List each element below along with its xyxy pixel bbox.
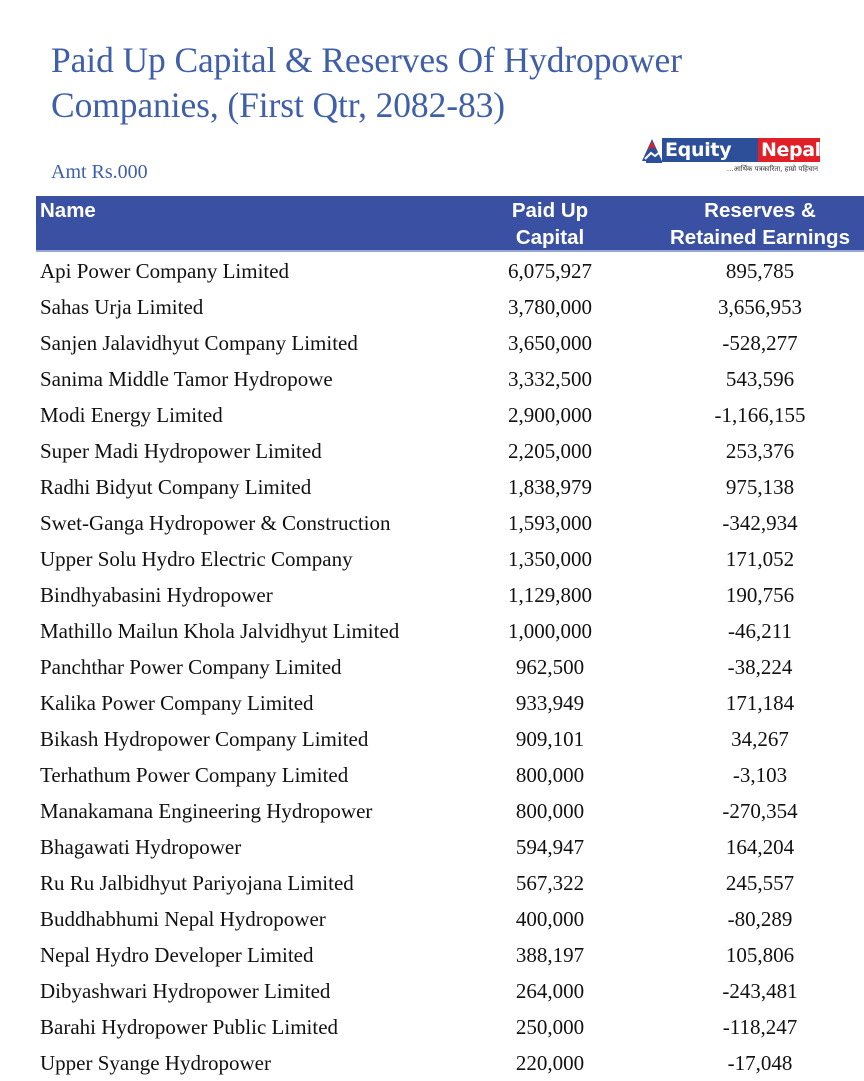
table-row <box>36 685 864 721</box>
cell-reserves: 895,785 <box>725 259 795 283</box>
cell-paid-up-capital: 6,075,927 <box>508 259 592 283</box>
logo-word-nepal: Nepal <box>758 138 820 162</box>
cell-company-name: Radhi Bidyut Company Limited <box>40 475 312 499</box>
table-row <box>36 397 864 433</box>
cell-reserves: -118,247 <box>722 1015 798 1039</box>
equity-nepal-logo <box>641 137 821 179</box>
table-row <box>36 361 864 397</box>
cell-reserves: -1,166,155 <box>714 403 806 427</box>
cell-company-name: Upper Solu Hydro Electric Company <box>40 547 353 571</box>
cell-paid-up-capital: 3,332,500 <box>508 367 592 391</box>
cell-paid-up-capital: 1,838,979 <box>508 475 592 499</box>
table-row <box>36 865 864 901</box>
cell-reserves: -46,211 <box>728 619 792 643</box>
table-row <box>36 829 864 865</box>
page-title <box>51 38 682 128</box>
cell-paid-up-capital: 2,900,000 <box>508 403 592 427</box>
cell-reserves: 171,052 <box>725 547 795 571</box>
table-row <box>36 577 864 613</box>
cell-reserves: -342,934 <box>722 511 798 535</box>
cell-reserves: 105,806 <box>725 943 795 967</box>
table-row <box>36 937 864 973</box>
cell-company-name: Buddhabhumi Nepal Hydropower <box>40 907 326 931</box>
amount-unit-note: Amt Rs.000 <box>51 161 148 183</box>
table-header <box>36 196 864 252</box>
table-row <box>36 433 864 469</box>
table-row <box>36 1009 864 1045</box>
cell-paid-up-capital: 220,000 <box>515 1051 585 1075</box>
cell-paid-up-capital: 1,350,000 <box>508 547 592 571</box>
logo-word-equity: Equity <box>662 138 758 162</box>
cell-company-name: Kalika Power Company Limited <box>40 691 314 715</box>
cell-company-name: Terhathum Power Company Limited <box>40 763 349 787</box>
column-header-name: Name <box>40 199 96 222</box>
cell-company-name: Manakamana Engineering Hydropower <box>40 799 373 823</box>
cell-paid-up-capital: 962,500 <box>515 655 585 679</box>
title-line-2: Companies, (First Qtr, 2082-83) <box>51 85 505 125</box>
mountain-logo-icon <box>641 137 663 163</box>
cell-reserves: 245,557 <box>725 871 795 895</box>
cell-company-name: Sanjen Jalavidhyut Company Limited <box>40 331 358 355</box>
cell-paid-up-capital: 264,000 <box>515 979 585 1003</box>
cell-reserves: -270,354 <box>722 799 798 823</box>
cell-company-name: Dibyashwari Hydropower Limited <box>40 979 331 1003</box>
cell-reserves: 171,184 <box>725 691 795 715</box>
cell-company-name: Swet-Ganga Hydropower & Construction <box>40 511 391 535</box>
cell-reserves: 3,656,953 <box>718 295 802 319</box>
column-header-reserves <box>642 197 864 251</box>
cell-paid-up-capital: 1,593,000 <box>508 511 592 535</box>
table-row <box>36 901 864 937</box>
table-row <box>36 505 864 541</box>
cell-reserves: 975,138 <box>725 475 795 499</box>
cell-reserves: -80,289 <box>727 907 793 931</box>
cell-paid-up-capital: 400,000 <box>515 907 585 931</box>
paid-up-header-line-1: Paid Up <box>511 199 589 222</box>
title-line-1: Paid Up Capital & Reserves Of Hydropower <box>51 40 682 80</box>
cell-paid-up-capital: 3,650,000 <box>508 331 592 355</box>
logo-tagline: ...आर्थिक पत्रकारिता, हाम्रो पहिचान <box>726 165 818 173</box>
cell-reserves: -38,224 <box>727 655 793 679</box>
table-row <box>36 649 864 685</box>
cell-company-name: Super Madi Hydropower Limited <box>40 439 322 463</box>
reserves-header-line-2: Retained Earnings <box>670 226 850 249</box>
cell-company-name: Modi Energy Limited <box>40 403 223 427</box>
cell-paid-up-capital: 1,129,800 <box>508 583 592 607</box>
cell-paid-up-capital: 1,000,000 <box>508 619 592 643</box>
cell-company-name: Mathillo Mailun Khola Jalvidhyut Limited <box>40 619 400 643</box>
cell-reserves: 253,376 <box>725 439 795 463</box>
table-row <box>36 613 864 649</box>
cell-reserves: -3,103 <box>732 763 788 787</box>
cell-company-name: Sahas Urja Limited <box>40 295 204 319</box>
cell-paid-up-capital: 933,949 <box>515 691 585 715</box>
table-row <box>36 793 864 829</box>
cell-company-name: Barahi Hydropower Public Limited <box>40 1015 339 1039</box>
cell-company-name: Api Power Company Limited <box>40 259 290 283</box>
cell-company-name: Ru Ru Jalbidhyut Pariyojana Limited <box>40 871 354 895</box>
cell-paid-up-capital: 388,197 <box>515 943 585 967</box>
cell-reserves: -243,481 <box>722 979 798 1003</box>
cell-reserves: -528,277 <box>722 331 798 355</box>
reserves-header-line-1: Reserves & <box>704 199 816 222</box>
cell-company-name: Bikash Hydropower Company Limited <box>40 727 369 751</box>
table-row <box>36 541 864 577</box>
cell-reserves: 34,267 <box>731 727 789 751</box>
cell-company-name: Bhagawati Hydropower <box>40 835 242 859</box>
cell-company-name: Sanima Middle Tamor Hydropowe <box>40 367 333 391</box>
table-row <box>36 289 864 325</box>
cell-company-name: Upper Syange Hydropower <box>40 1051 271 1075</box>
paid-up-header-line-2: Capital <box>515 226 585 249</box>
table-row <box>36 325 864 361</box>
cell-paid-up-capital: 250,000 <box>515 1015 585 1039</box>
cell-company-name: Bindhyabasini Hydropower <box>40 583 273 607</box>
cell-paid-up-capital: 2,205,000 <box>508 439 592 463</box>
cell-reserves: 543,596 <box>725 367 795 391</box>
column-header-paid-up-capital <box>486 197 614 251</box>
capital-reserves-table <box>36 196 864 1081</box>
cell-company-name: Nepal Hydro Developer Limited <box>40 943 314 967</box>
table-row <box>36 1045 864 1081</box>
cell-paid-up-capital: 3,780,000 <box>508 295 592 319</box>
cell-reserves: 164,204 <box>725 835 795 859</box>
cell-paid-up-capital: 800,000 <box>515 763 585 787</box>
cell-company-name: Panchthar Power Company Limited <box>40 655 342 679</box>
cell-reserves: -17,048 <box>727 1051 793 1075</box>
cell-reserves: 190,756 <box>725 583 795 607</box>
cell-paid-up-capital: 800,000 <box>515 799 585 823</box>
table-row <box>36 973 864 1009</box>
table-row <box>36 757 864 793</box>
table-row <box>36 469 864 505</box>
table-row <box>36 253 864 289</box>
table-row <box>36 721 864 757</box>
cell-paid-up-capital: 567,322 <box>515 871 585 895</box>
cell-paid-up-capital: 909,101 <box>515 727 585 751</box>
table-body <box>36 252 864 1081</box>
cell-paid-up-capital: 594,947 <box>515 835 585 859</box>
